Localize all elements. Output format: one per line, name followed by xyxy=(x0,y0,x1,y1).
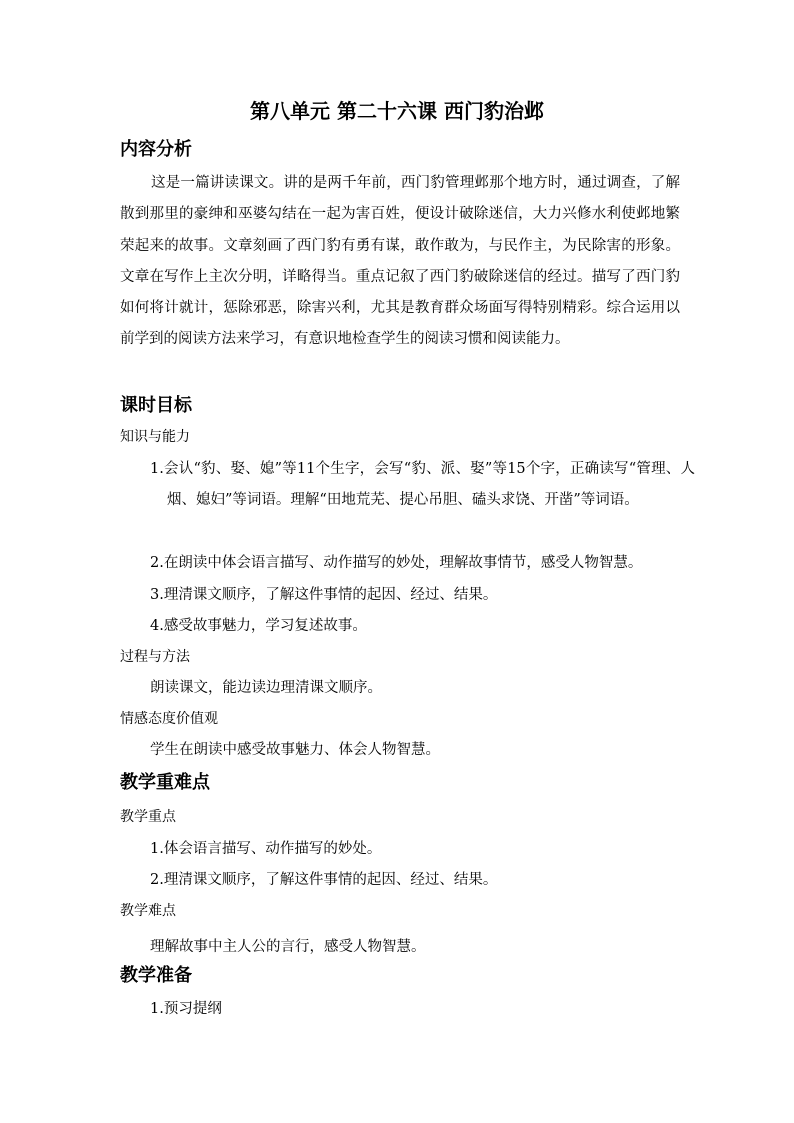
knowledge-item-4: 4.感受故事魅力，学习复述故事。 xyxy=(150,618,367,634)
preparation-item-1: 1.预习提纲 xyxy=(150,1001,222,1017)
focus-item-2: 2.理清课文顺序，了解这件事情的起因、经过、结果。 xyxy=(150,872,498,888)
knowledge-item-3: 3.理清课文顺序，了解这件事情的起因、经过、结果。 xyxy=(150,587,498,603)
process-heading: 过程与方法 xyxy=(120,649,190,665)
knowledge-item-2: 2.在朗读中体会语言描写、动作描写的妙处，理解故事情节，感受人物智慧。 xyxy=(150,555,643,571)
knowledge-heading: 知识与能力 xyxy=(120,429,190,445)
document-title: 第八单元 第二十六课 西门豹治邺 xyxy=(250,99,544,123)
objectives-heading: 课时目标 xyxy=(120,395,192,416)
preparation-heading: 教学准备 xyxy=(120,965,192,986)
focus-heading: 教学重点 xyxy=(120,809,176,825)
knowledge-item-1: 1.会认“豹、娶、媳”等11个生字，会写“豹、派、娶”等15个字，正确读写“管理、人烟、媳妇”等词语。理解“田地荒芜、提心吊胆、磕头求饶、开凿”等词语。 xyxy=(150,461,695,509)
process-text: 朗读课文，能边读边理清课文顺序。 xyxy=(150,680,382,696)
difficulty-heading: 教学难点 xyxy=(120,903,176,919)
key-points-heading: 教学重难点 xyxy=(120,772,210,793)
content-analysis-text: 这是一篇讲读课文。讲的是两千年前，西门豹管理邺那个地方时，通过调查，了解散到那里的豪绅和巫婆勾结在一起为害百姓，便设计破除迷信，大力兴修水利使邺地繁荣起来的故事。文章刻画了西门豹有勇有谋，敢作敢为，与民作主，为民除害的形象。文章在写作上主次分明，详略得当。重点记叙了西门豹破除迷信的经过。描写了西门豹如何将计就计，惩除邪恶，除害兴利，尤其是教育群众场面写得特别精彩。综合运用以前学到的阅读方法来学习，有意识地检查学生的阅读习惯和阅读能力。 xyxy=(120,175,680,348)
emotion-text: 学生在朗读中感受故事魅力、体会人物智慧。 xyxy=(150,742,440,758)
emotion-heading: 情感态度价值观 xyxy=(120,711,218,727)
content-analysis-heading: 内容分析 xyxy=(120,139,192,160)
difficulty-text: 理解故事中主人公的言行，感受人物智慧。 xyxy=(150,939,426,955)
focus-item-1: 1.体会语言描写、动作描写的妙处。 xyxy=(150,841,382,857)
